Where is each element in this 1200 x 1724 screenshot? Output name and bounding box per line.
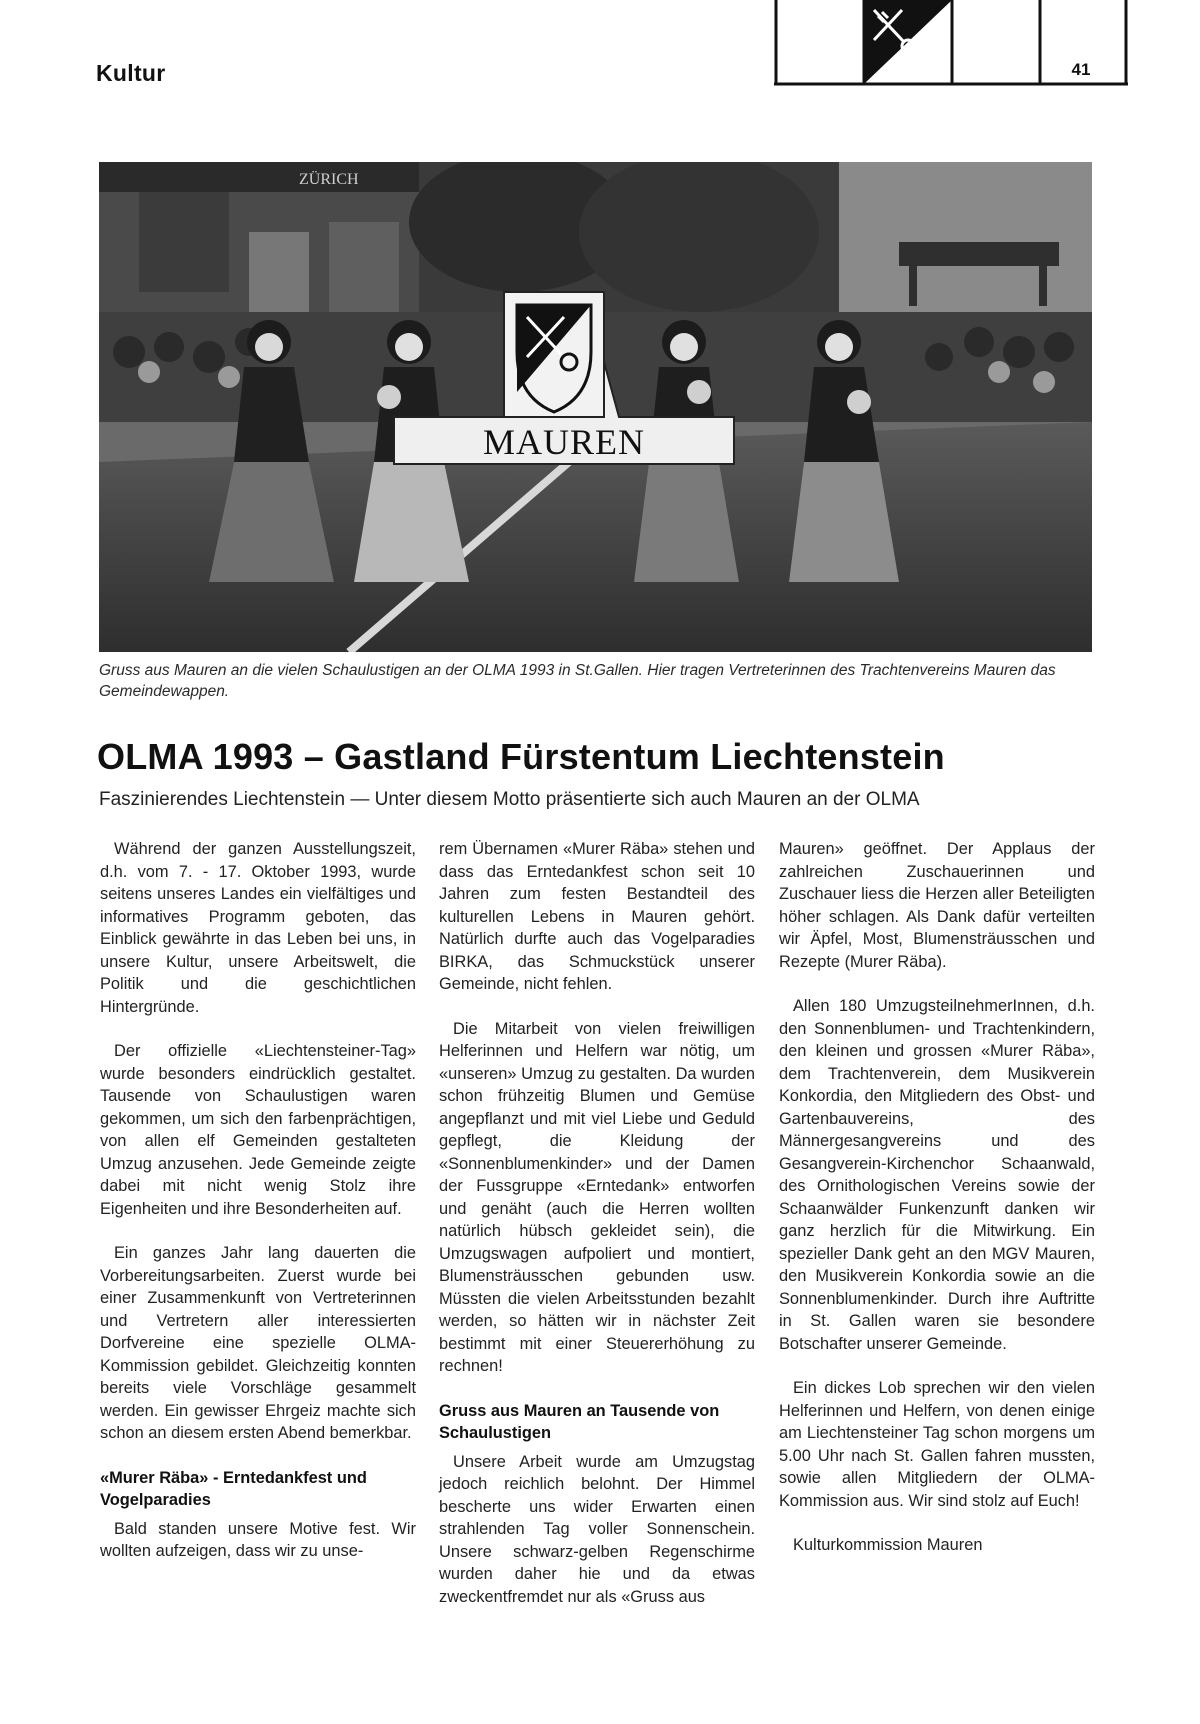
paragraph: Mauren» geöffnet. Der Applaus der zahlreichen Zuschauerinnen und Zuschauer liess die Herzen aller Beteiligten höher schlagen. Als Dank dafür verteilten wir Äpfel, Most, Blumensträusschen und Rezepte (Murer Räba). bbox=[779, 840, 1095, 971]
section-label: Kultur bbox=[96, 60, 166, 86]
paragraph: Während der ganzen Ausstellungszeit, d.h. vom 7. - 17. Oktober 1993, wurde seitens unseres Landes ein vielfältiges und informatives Programm geboten, das Einblick gewährte in das Leben bei uns, in unsere Kultur, unsere Arbeitswelt, die Politik und die geschichtlichen Hintergründe. bbox=[100, 840, 416, 1016]
banner-text: MAUREN bbox=[482, 422, 646, 462]
photo-caption: Gruss aus Mauren an die vielen Schaulustigen an der OLMA 1993 in St.Gallen. Hier tragen Vertreterinnen des Trachtenvereins Mauren das Gemeindewappen. bbox=[99, 662, 1056, 700]
text-column-1 bbox=[100, 838, 416, 1585]
text-column-3 bbox=[779, 838, 1095, 1579]
paragraph: Unsere Arbeit wurde am Umzugstag jedoch reichlich belohnt. Der Himmel bescherte uns wider Erwarten einen strahlenden Tag voller Sonnenschein. Unsere schwarz-gelben Regenschirme wurden daher hie und da etwas zweckentfremdet nur als «Gruss aus bbox=[439, 1452, 755, 1606]
parade-photo bbox=[99, 162, 1092, 652]
paragraph: Die Mitarbeit von vielen freiwilligen Helferinnen und Helfern war nötig, um «unseren» Umzug zu gestalten. Da wurden schon frühzeitig Blumen und Gemüse angepflanzt und mit viel Liebe und Geduld gepflegt, die Kleidung der «Sonnenblumenkinder» und der Damen der Fussgruppe «Erntedank» entworfen und genäht (auch die Herren wollten natürlich hübsch gekleidet sein), die Umzugswagen aufpoliert und montiert, Blumensträusschen gebunden usw. Müssten die vielen Arbeitsstunden bezahlt werden, so hätten wir in nächster Zeit bestimmt mit einer Steuererhöhung zu rechnen! bbox=[439, 1019, 755, 1375]
article-title: OLMA 1993 – Gastland Fürstentum Liechtenstein bbox=[97, 736, 945, 777]
paragraph: Der offizielle «Liechtensteiner-Tag» wurde besonders eindrücklich gestaltet. Tausende von Schaulustigen waren gekommen, um sich den farbenprächtigen, von allen elf Gemeinden gestalteten Umzug anzusehen. Jede Gemeinde zeigte dabei mit nicht wenig Stolz ihre Eigenheiten und ihre Besonderheiten auf. bbox=[100, 1042, 416, 1218]
subheading: Gruss aus Mauren an Tausende von Schaulustigen bbox=[439, 1401, 720, 1442]
shop-sign-text: ZÜRICH bbox=[299, 171, 359, 188]
text-column-2 bbox=[439, 838, 755, 1630]
paragraph: rem Übernamen «Murer Räba» stehen und dass das Erntedankfest schon seit 10 Jahren zum festen Bestandteil des kulturellen Lebens in Mauren gehört. Natürlich durfte auch das Vogelparadies BIRKA, das Schmuckstück unserer Gemeinde, nicht fehlen. bbox=[439, 840, 755, 993]
paragraph: Bald standen unsere Motive fest. Wir wollten aufzeigen, dass wir zu unse- bbox=[100, 1519, 416, 1560]
paragraph: Ein dickes Lob sprechen wir den vielen Helferinnen und Helfern, von denen einige am Liechtensteiner Tag schon morgens um 5.00 Uhr nach St. Gallen fahren mussten, sowie allen Mitgliedern der OLMA-Kommission aus. Wir sind stolz auf Euch! bbox=[779, 1379, 1095, 1510]
paragraph: Allen 180 UmzugsteilnehmerInnen, d.h. den Sonnenblumen- und Trachtenkindern, den kleinen und grossen «Murer Räba», dem Trachtenverein, dem Musikverein Konkordia, den Mitgliedern des Obst- und Gartenbauvereins, des Männergesangvereins und des Gesangverein-Kirchenchor Schaanwald, des Ornithologischen Vereins sowie der Schaanwälder Funkenzunft danken wir ganz herzlich für die Mitwirkung. Ein spezieller Dank geht an den MGV Mauren, den Musikverein Konkordia sowie an die Sonnenblumenkinder. Durch ihre Auftritte in St. Gallen waren sie besondere Botschafter unserer Gemeinde. bbox=[779, 997, 1095, 1353]
paragraph: Ein ganzes Jahr lang dauerten die Vorbereitungsarbeiten. Zuerst wurde bei einer Zusammenkunft von Vertreterinnen und Vertretern aller interessierten Dorfvereine eine spezielle OLMA-Kommission gebildet. Gleichzeitig konnten bereits viele Vorschläge gesammelt werden. Ein gewisser Ehrgeiz machte sich schon an diesem ersten Abend bemerkbar. bbox=[100, 1244, 416, 1442]
article-subtitle: Faszinierendes Liechtenstein — Unter diesem Motto präsentierte sich auch Mauren an der OLMA bbox=[99, 789, 920, 810]
subheading: «Murer Räba» - Erntedankfest und Vogelparadies bbox=[100, 1468, 367, 1509]
page-number: 41 bbox=[1071, 60, 1091, 79]
signature: Kulturkommission Mauren bbox=[793, 1536, 983, 1554]
